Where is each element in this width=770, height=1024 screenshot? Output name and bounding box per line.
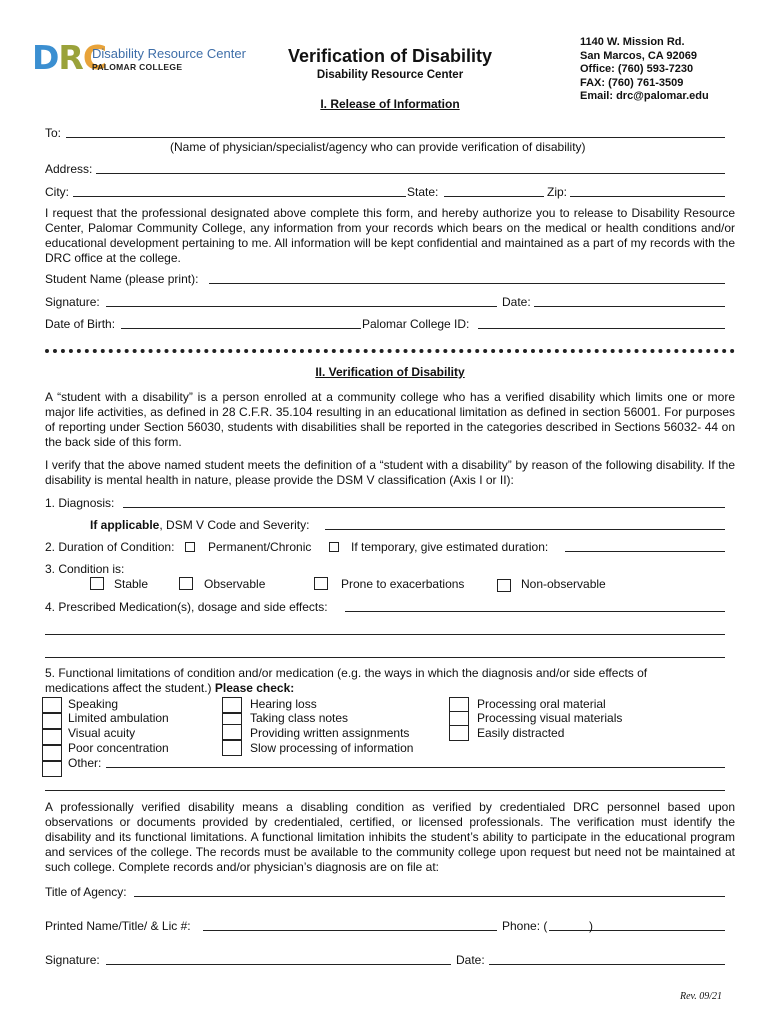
temporary-field[interactable] bbox=[568, 538, 722, 552]
other-field[interactable] bbox=[109, 754, 721, 768]
speaking-label: Speaking bbox=[68, 697, 119, 711]
dob-field[interactable] bbox=[124, 315, 359, 329]
city-line: San Marcos, CA 92069 bbox=[580, 49, 697, 62]
office-phone: Office: (760) 593-7230 bbox=[580, 63, 694, 75]
other-label: Other: bbox=[68, 756, 102, 770]
prone-checkbox[interactable] bbox=[314, 577, 328, 590]
professional-signature-label: Signature: bbox=[45, 953, 100, 967]
definition-paragraph: A “student with a disability” is a person enrolled at a community college who has a verified disability which limits one or more major life activities, as defined in 28 C.F.R. 35.104 resulting in an educational limitation as defined in section 56001. For purposes of reporting under Section 56030, students with disabilities shall be reported in the categories described in Sections 56032- 44 on the back side of this form. bbox=[45, 390, 735, 449]
distracted-label: Easily distracted bbox=[477, 726, 565, 740]
duration-label: 2. Duration of Condition: bbox=[45, 540, 175, 554]
observable-label: Observable bbox=[204, 577, 266, 591]
visual-materials-label: Processing visual materials bbox=[477, 711, 623, 725]
slow-processing-label: Slow processing of information bbox=[250, 741, 414, 755]
distracted-checkbox[interactable] bbox=[449, 725, 469, 741]
palomar-id-field[interactable] bbox=[481, 315, 721, 329]
printed-name-label: Printed Name/Title/ & Lic #: bbox=[45, 919, 191, 933]
medication-field-1[interactable] bbox=[348, 598, 722, 612]
speaking-checkbox[interactable] bbox=[42, 697, 62, 713]
visual-acuity-label: Visual acuity bbox=[68, 726, 136, 740]
medication-line-3 bbox=[45, 657, 725, 658]
state-field[interactable] bbox=[446, 183, 542, 197]
logo-mark: DRC bbox=[32, 38, 107, 77]
functional-text: 5. Functional limitations of condition and/or medication (e.g. the ways in which the diagnosis and/or side effects of medications affect the student.) Please check: bbox=[45, 666, 648, 695]
concentration-checkbox[interactable] bbox=[42, 745, 62, 761]
medication-field-3[interactable] bbox=[48, 643, 722, 657]
hearing-checkbox[interactable] bbox=[222, 697, 242, 713]
state-label: State: bbox=[407, 185, 439, 199]
class-notes-label: Taking class notes bbox=[250, 711, 349, 725]
section-divider bbox=[45, 349, 735, 353]
written-assignments-checkbox[interactable] bbox=[222, 724, 242, 740]
release-paragraph: I request that the professional designated above complete this form, and hereby authorize you to release to Disability Resource Center, Palomar Community College, any information from your records which bears on the medical or health conditions and/or educational development pertaining to me. All information will be kept confidential and maintained as a part of my records with the DRC office at the college. bbox=[45, 206, 735, 265]
logo-college: PALOMAR COLLEGE bbox=[92, 62, 183, 72]
student-date-field[interactable] bbox=[537, 293, 722, 307]
professional-signature-field[interactable] bbox=[109, 951, 447, 965]
temporary-label: If temporary, give estimated duration: bbox=[351, 540, 549, 554]
form-subtitle: Disability Resource Center bbox=[316, 69, 464, 81]
slow-processing-checkbox[interactable] bbox=[222, 740, 242, 756]
other-checkbox[interactable] bbox=[42, 761, 62, 777]
phone-label: Phone: ( bbox=[502, 919, 548, 933]
diagnosis-field[interactable] bbox=[126, 494, 722, 508]
to-label: To: bbox=[45, 126, 62, 140]
street: 1140 W. Mission Rd. bbox=[580, 36, 685, 48]
ambulation-label: Limited ambulation bbox=[68, 711, 169, 725]
student-date-label: Date: bbox=[502, 295, 531, 309]
section1-title: I. Release of Information bbox=[320, 97, 460, 111]
verify-paragraph: I verify that the above named student meets the definition of a “student with a disability” by reason of the following disability. If the disability is mental health in nature, please provide the DSM V classification (Axis I or II): bbox=[45, 458, 735, 487]
other-line-2 bbox=[45, 790, 725, 791]
dob-label: Date of Birth: bbox=[45, 317, 116, 331]
city-field[interactable] bbox=[76, 183, 401, 197]
printed-name-field[interactable] bbox=[206, 917, 494, 931]
address-label: Address: bbox=[45, 162, 93, 176]
agency-field[interactable] bbox=[137, 883, 722, 897]
phone-field[interactable] bbox=[552, 917, 722, 931]
hearing-label: Hearing loss bbox=[250, 697, 317, 711]
other-field-2[interactable] bbox=[48, 776, 722, 790]
medication-field-2[interactable] bbox=[48, 620, 722, 634]
to-field[interactable] bbox=[70, 124, 720, 138]
student-name-label: Student Name (please print): bbox=[45, 272, 199, 286]
medication-line-2 bbox=[45, 634, 725, 635]
student-signature-label: Signature: bbox=[45, 295, 100, 309]
fax: FAX: (760) 761-3509 bbox=[580, 76, 684, 89]
oral-material-label: Processing oral material bbox=[477, 697, 606, 711]
professional-date-label: Date: bbox=[456, 953, 485, 967]
observable-checkbox[interactable] bbox=[179, 577, 193, 590]
non-observable-label: Non-observable bbox=[521, 577, 606, 591]
ambulation-checkbox[interactable] bbox=[42, 713, 62, 729]
agency-label: Title of Agency: bbox=[45, 885, 127, 899]
student-name-field[interactable] bbox=[212, 270, 722, 284]
email: Email: drc@palomar.edu bbox=[580, 90, 709, 102]
non-observable-checkbox[interactable] bbox=[497, 579, 511, 592]
condition-label: 3. Condition is: bbox=[45, 562, 125, 576]
professional-paragraph: A professionally verified disability means a disabling condition as verified by credentialed DRC personnel based upon observations or documents provided by credentialed, certified, or licensed professionals. The verification must identify the disability and its functional limitations. A functional limitation inhibits the student’s ability to participate in the educational program and services of the college. The records must be available to the community college upon request but need not be maintained at such college. Complete records and/or physician’s diagnosis are on file at: bbox=[45, 800, 735, 874]
revision-note: Rev. 09/21 bbox=[680, 991, 723, 1002]
written-assignments-label: Providing written assignments bbox=[250, 726, 410, 740]
stable-checkbox[interactable] bbox=[90, 577, 104, 590]
phone-close: ) bbox=[589, 919, 593, 933]
zip-label: Zip: bbox=[547, 185, 568, 199]
city-label: City: bbox=[45, 185, 69, 199]
concentration-label: Poor concentration bbox=[68, 741, 169, 755]
medication-label: 4. Prescribed Medication(s), dosage and side effects: bbox=[45, 600, 328, 614]
diagnosis-label: 1. Diagnosis: bbox=[45, 496, 115, 510]
prone-label: Prone to exacerbations bbox=[341, 577, 465, 591]
permanent-label: Permanent/Chronic bbox=[208, 540, 312, 554]
stable-label: Stable bbox=[114, 577, 149, 591]
address-field[interactable] bbox=[100, 160, 720, 174]
temporary-checkbox[interactable] bbox=[329, 542, 339, 552]
zip-field[interactable] bbox=[572, 183, 722, 197]
visual-acuity-checkbox[interactable] bbox=[42, 729, 62, 745]
student-signature-field[interactable] bbox=[109, 293, 494, 307]
contact-block bbox=[580, 36, 709, 104]
permanent-checkbox[interactable] bbox=[185, 542, 195, 552]
form-title: Verification of Disability bbox=[287, 46, 493, 66]
logo-name: Disability Resource Center bbox=[92, 46, 246, 61]
palomar-id-label: Palomar College ID: bbox=[362, 317, 470, 331]
dsm-label: If applicable, DSM V Code and Severity: bbox=[90, 518, 310, 532]
to-hint: (Name of physician/specialist/agency who can provide verification of disability) bbox=[170, 140, 586, 154]
section2-title: II. Verification of Disability bbox=[315, 365, 465, 379]
dsm-field[interactable] bbox=[328, 516, 722, 530]
professional-date-field[interactable] bbox=[492, 951, 722, 965]
drc-logo bbox=[32, 38, 246, 77]
